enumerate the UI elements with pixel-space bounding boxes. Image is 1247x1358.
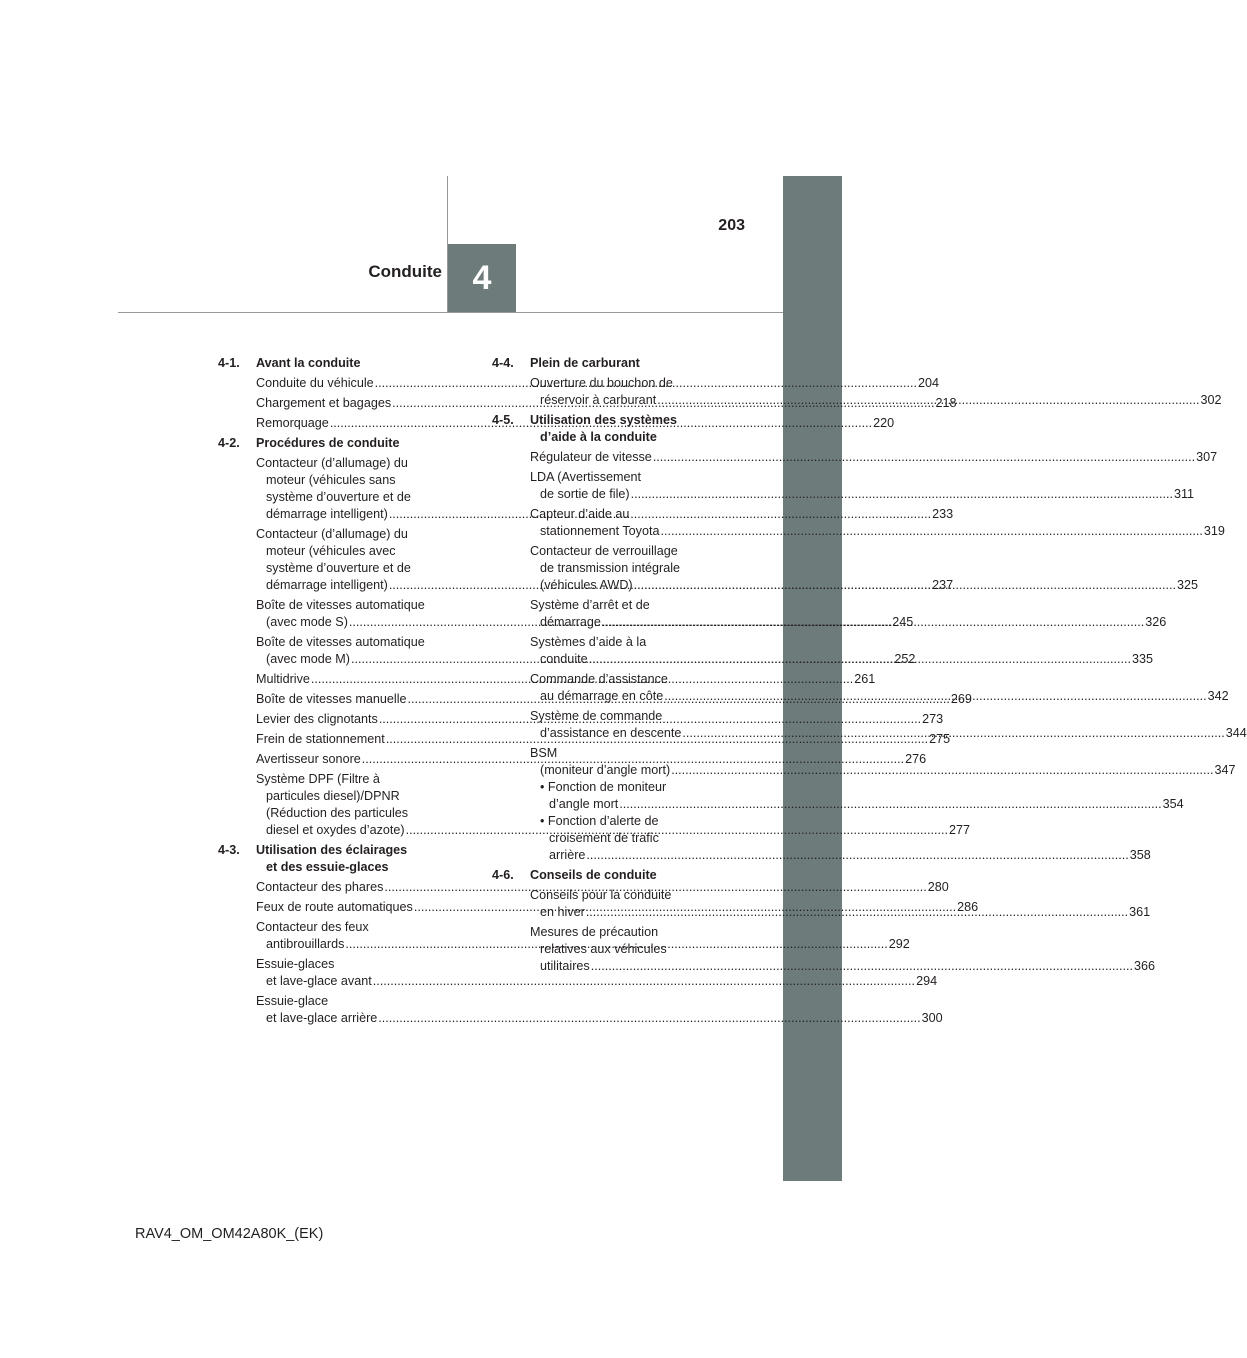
toc-entry-line: Essuie-glaces	[256, 957, 335, 971]
toc-section-number: 4-4.	[492, 356, 514, 370]
toc-entry-line: Système DPF (Filtre à	[256, 772, 380, 786]
toc-section-title-line: Utilisation des systèmes	[530, 413, 677, 427]
toc-section-number: 4-1.	[218, 356, 240, 370]
toc-entry-line: Contacteur (d’allumage) du	[256, 456, 408, 470]
toc-entry-text: Remorquage	[256, 416, 329, 430]
toc-page-number: 326	[1145, 615, 1167, 629]
toc-entry-line	[540, 847, 1151, 864]
footer-code: RAV4_OM_OM42A80K_(EK)	[135, 1226, 324, 1242]
toc-entry-text: Régulateur de vitesse	[530, 450, 652, 464]
toc-section-title-line: et des essuie-glaces	[266, 860, 389, 874]
toc-entry-line: système d’ouverture et de	[266, 490, 411, 504]
toc-entry-text: (avec mode S)	[266, 615, 348, 629]
toc-entry-line: moteur (véhicules avec	[266, 544, 396, 558]
dot-leader	[589, 652, 1131, 666]
toc-entry-text: arrière	[549, 848, 586, 862]
toc-entry-line: BSM	[530, 746, 558, 760]
toc-entry-text: (avec mode M)	[266, 652, 350, 666]
toc-entry-text: au démarrage en côte	[540, 689, 664, 703]
toc-entry-text: Boîte de vitesses manuelle	[256, 692, 407, 706]
toc-entry-line: Essuie-glace	[256, 994, 329, 1008]
toc-section-title	[530, 412, 740, 446]
toc-entry-text: de sortie de file)	[540, 487, 630, 501]
toc-page-number: 325	[1176, 578, 1198, 592]
toc-section-title-line: Conseils de conduite	[530, 868, 657, 882]
toc-entry-text: et lave-glace avant	[266, 974, 372, 988]
toc-entry-text: Contacteur des phares	[256, 880, 384, 894]
toc-page-number: 204	[917, 376, 939, 390]
toc-entry-line: • Fonction d’alerte de	[540, 814, 659, 828]
toc-section-number: 4-5.	[492, 413, 514, 427]
dot-leader	[653, 449, 1195, 466]
toc-page-number: 218	[935, 396, 957, 410]
toc-page-number: 220	[873, 416, 895, 430]
toc-entry-text: Levier des clignotants	[256, 712, 378, 726]
toc-page-number: 361	[1129, 905, 1151, 919]
toc-entry-line: Boîte de vitesses automatique	[256, 598, 425, 612]
toc-section-title	[256, 435, 466, 452]
dot-leader	[619, 797, 1161, 811]
toc-entry-line: Contacteur de verrouillage	[530, 544, 678, 558]
toc-entry-line	[256, 1010, 943, 1027]
toc-page-number: 294	[916, 974, 938, 988]
toc-entry-line: de transmission intégrale	[540, 561, 681, 575]
toc-page-number: 335	[1131, 652, 1153, 666]
toc-section-number: 4-3.	[218, 843, 240, 857]
toc-entry-line	[530, 958, 1156, 975]
toc-section-title	[530, 867, 740, 884]
toc-page-number: 302	[1200, 393, 1222, 407]
toc-page-number: 273	[922, 712, 944, 726]
toc-section-title-line: Plein de carburant	[530, 356, 640, 370]
toc-entry-line: Contacteur des feux	[256, 920, 369, 934]
dot-leader	[682, 726, 1224, 740]
toc-entry-text: Multidrive	[256, 672, 310, 686]
toc-section-title-line: Avant la conduite	[256, 356, 361, 370]
chapter-number: 4	[472, 258, 492, 297]
dot-leader	[634, 578, 1176, 592]
dot-leader	[591, 959, 1133, 973]
toc-entry-text: d’assistance en descente	[540, 726, 682, 740]
header-horizontal-rule	[118, 312, 783, 313]
dot-leader	[602, 615, 1144, 629]
toc-entry-line: LDA (Avertissement	[530, 470, 642, 484]
toc-entry-line: Ouverture du bouchon de	[530, 376, 673, 390]
toc-entry-text: Feux de route automatiques	[256, 900, 413, 914]
toc-section-title	[256, 355, 466, 372]
toc-entry-text: d’angle mort	[549, 797, 619, 811]
toc-page-number: 275	[929, 732, 951, 746]
toc-entry-text: démarrage intelligent)	[266, 507, 388, 521]
toc-entry-line: (Réduction des particules	[266, 806, 409, 820]
toc-entry[interactable]	[530, 469, 1195, 503]
toc-entry-line: Conseils pour la conduite	[530, 888, 672, 902]
toc-page-number: 280	[927, 880, 949, 894]
toc-entry-text: antibrouillards	[266, 937, 345, 951]
toc-entry-text: conduite	[540, 652, 588, 666]
toc-section-title	[256, 842, 466, 876]
toc-entry-text: stationnement Toyota	[540, 524, 660, 538]
toc-entry-line: Système d’arrêt et de	[530, 598, 650, 612]
toc-entry-text: démarrage	[540, 615, 601, 629]
toc-entry-line	[530, 523, 1225, 540]
toc-entry-line: Système de commande	[530, 709, 663, 723]
toc-entry-text: et lave-glace arrière	[266, 1011, 378, 1025]
toc-entry-text: utilitaires	[540, 959, 590, 973]
toc-page-number: 276	[905, 752, 927, 766]
toc-entry-line	[540, 796, 1184, 813]
toc-page-number: 300	[921, 1011, 943, 1025]
dot-leader	[657, 393, 1199, 407]
dot-leader	[631, 487, 1173, 501]
toc-entry-line: Commande d’assistance	[530, 672, 668, 686]
toc-entry-line: Boîte de vitesses automatique	[256, 635, 425, 649]
dot-leader	[586, 848, 1128, 862]
toc-page-number: 354	[1162, 797, 1184, 811]
chapter-title: Conduite	[368, 262, 442, 281]
toc-entry-line: Systèmes d’aide à la	[530, 635, 647, 649]
toc-entry-line: relatives aux véhicules	[540, 942, 667, 956]
dot-leader	[586, 905, 1128, 919]
toc-page-number: 277	[948, 823, 970, 837]
toc-entry-text: Frein de stationnement	[256, 732, 385, 746]
toc-section-title-line: d’aide à la conduite	[540, 430, 657, 444]
toc-page-number: 344	[1225, 726, 1247, 740]
toc-entry-line: Capteur d’aide au	[530, 507, 630, 521]
toc-page-number: 358	[1129, 848, 1151, 862]
toc-page-number: 307	[1196, 450, 1218, 464]
toc-page-number: 233	[932, 507, 954, 521]
toc-page-number: 245	[892, 615, 914, 629]
toc-entry-line: particules diesel)/DPNR	[266, 789, 400, 803]
toc-section-number: 4-2.	[218, 436, 240, 450]
dot-leader	[373, 974, 915, 988]
toc-entry[interactable]	[256, 993, 943, 1027]
dot-leader	[664, 689, 1206, 703]
toc-entry-line: • Fonction de moniteur	[540, 780, 667, 794]
toc-entry-line	[530, 449, 1218, 466]
toc-entry-text: Chargement et bagages	[256, 396, 392, 410]
toc-entry-text: (véhicules AWD)	[540, 578, 633, 592]
toc-page-number: 252	[894, 652, 916, 666]
toc-entry-line	[256, 973, 938, 990]
toc-entry-text: démarrage intelligent)	[266, 578, 388, 592]
toc-entry-line: Mesures de précaution	[530, 925, 659, 939]
toc-entry-text: en hiver	[540, 905, 585, 919]
toc-section-title-line: Utilisation des éclairages	[256, 843, 408, 857]
toc-entry-line: système d’ouverture et de	[266, 561, 411, 575]
toc-entry-line: Contacteur (d’allumage) du	[256, 527, 408, 541]
toc-entry-line	[530, 762, 1236, 779]
toc-page-number: 366	[1134, 959, 1156, 973]
toc-entry-text: (moniteur d’angle mort)	[540, 763, 671, 777]
dot-leader	[671, 763, 1213, 777]
toc-page-number: 342	[1207, 689, 1229, 703]
toc-subentry[interactable]	[530, 779, 1184, 813]
toc-section-title-line: Procédures de conduite	[256, 436, 400, 450]
toc-entry-line	[530, 486, 1195, 503]
toc-section-title	[530, 355, 740, 372]
dot-leader	[661, 524, 1203, 538]
page-number: 203	[718, 217, 745, 234]
toc-page-number: 319	[1203, 524, 1225, 538]
toc-entry-line: croisement de trafic	[549, 831, 659, 845]
toc-entry[interactable]	[530, 449, 1218, 466]
toc-entry-text: diesel et oxydes d’azote)	[266, 823, 405, 837]
toc-page-number: 311	[1173, 487, 1195, 501]
toc-entry-text: Avertisseur sonore	[256, 752, 361, 766]
toc-page-number: 292	[888, 937, 910, 951]
toc-page-number: 237	[932, 578, 954, 592]
chapter-number-box	[448, 244, 516, 312]
toc-section-number: 4-6.	[492, 868, 514, 882]
toc-entry-text: Conduite du véhicule	[256, 376, 374, 390]
toc-page-number: 269	[950, 692, 972, 706]
toc-entry-line: moteur (véhicules sans	[266, 473, 396, 487]
toc-page-number: 261	[854, 672, 876, 686]
toc-page-number: 347	[1214, 763, 1236, 777]
dot-leader	[378, 1011, 920, 1025]
toc-entry-text: réservoir à carburant	[540, 393, 657, 407]
toc-page-number: 286	[957, 900, 979, 914]
